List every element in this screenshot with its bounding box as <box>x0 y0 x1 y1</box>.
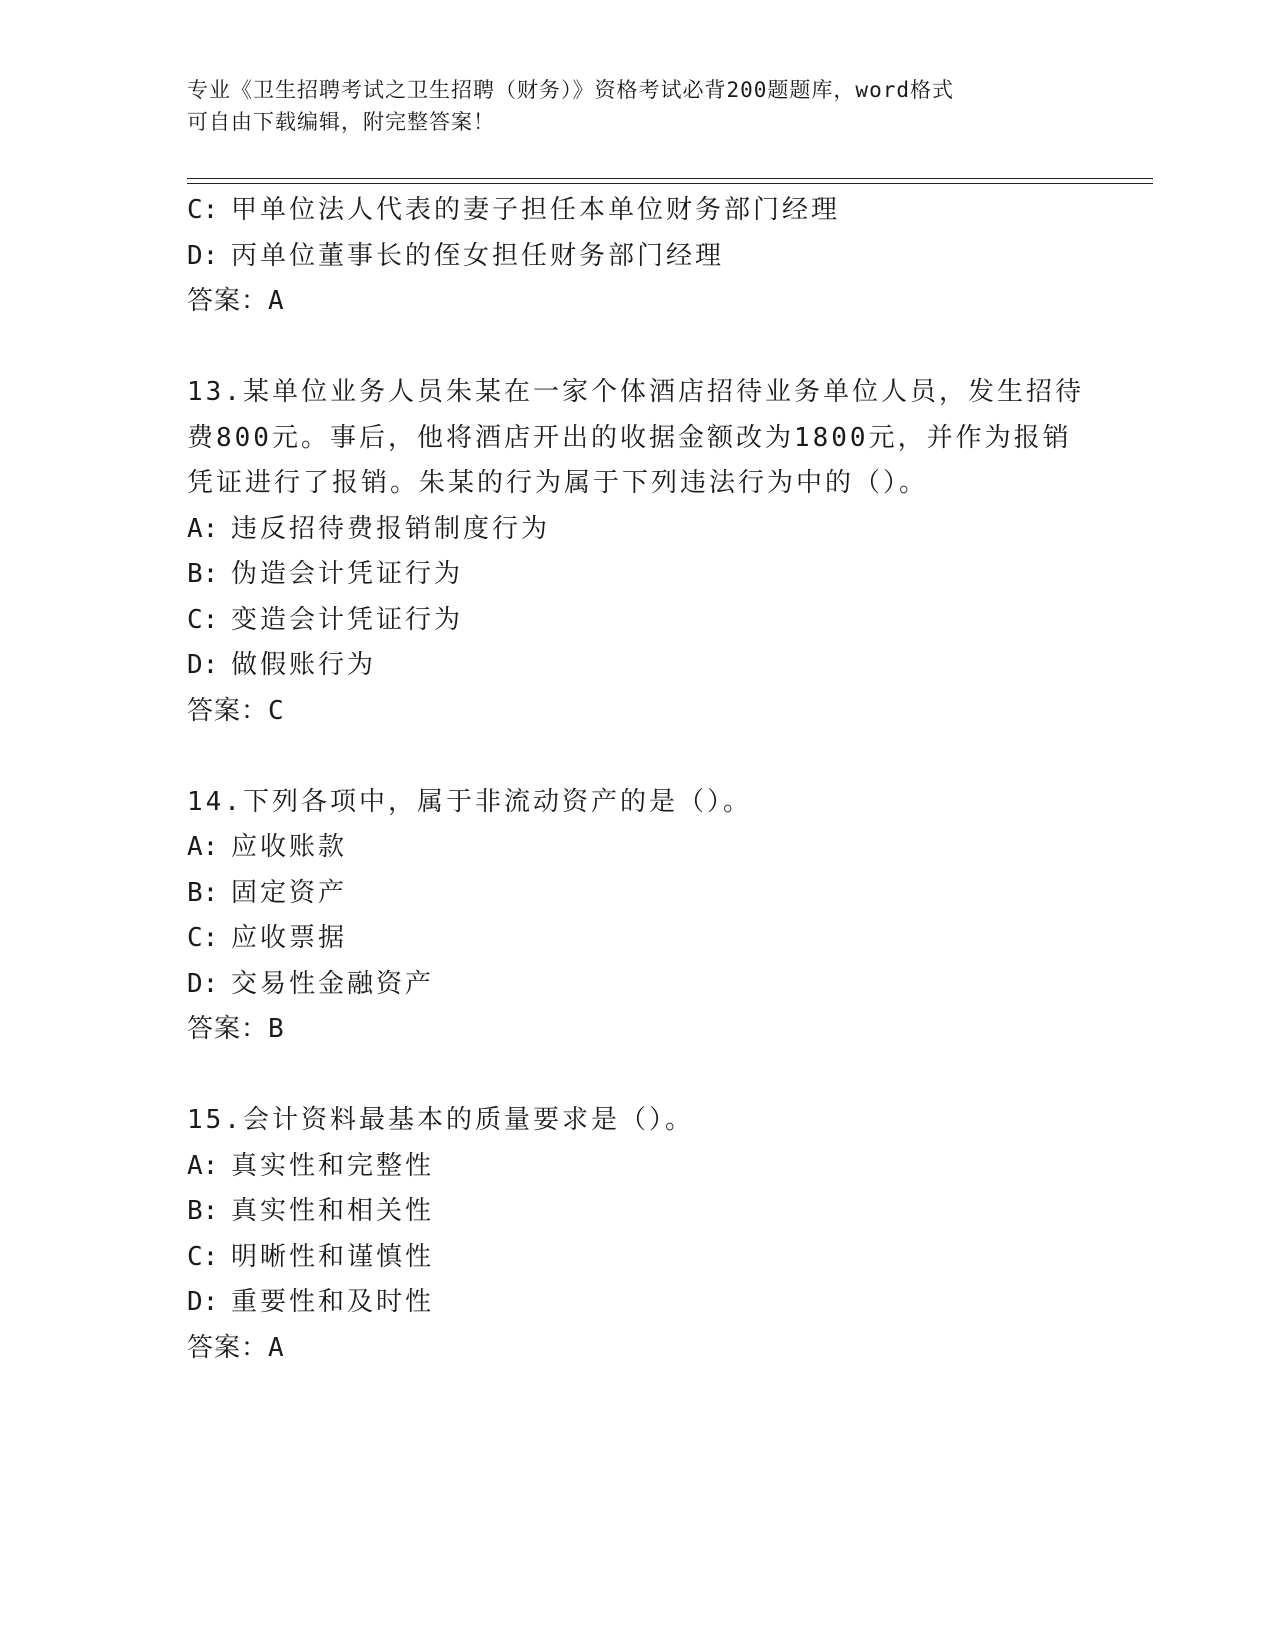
option-c <box>187 1235 1087 1281</box>
spacer <box>187 1053 1087 1099</box>
header-line-1: 专业《卫生招聘考试之卫生招聘（财务）》资格考试必背200题题库，word格式 <box>187 78 954 102</box>
option-b <box>187 871 1087 917</box>
header-divider-bottom <box>187 183 1153 184</box>
option-key: B: <box>187 877 219 908</box>
option-text: 明晰性和谨慎性 <box>231 1241 435 1272</box>
question-15 <box>187 1098 1087 1371</box>
option-d <box>187 643 1087 689</box>
option-text: 变造会计凭证行为 <box>231 604 464 635</box>
question-list <box>187 188 1087 1371</box>
option-text: 伪造会计凭证行为 <box>231 559 464 589</box>
option-key: D: <box>187 650 219 680</box>
option-key: C: <box>187 1241 219 1272</box>
question-continued <box>187 188 1087 325</box>
option-key: A: <box>187 1150 219 1181</box>
option-b <box>187 1189 1087 1235</box>
option-c <box>187 916 1087 962</box>
option-key: D: <box>187 1287 219 1317</box>
option-key: A: <box>187 832 219 862</box>
option-a <box>187 507 1087 553</box>
answer-line: 答案：C <box>187 695 285 726</box>
option-key: C: <box>187 195 219 225</box>
option-text: 应收票据 <box>231 923 348 953</box>
document-header <box>187 74 1067 138</box>
option-key: C: <box>187 923 219 953</box>
option-text: 应收账款 <box>231 832 348 862</box>
option-d <box>187 1280 1087 1326</box>
option-text: 真实性和完整性 <box>231 1150 435 1181</box>
option-key: A: <box>187 513 219 544</box>
option-text: 交易性金融资产 <box>231 968 435 999</box>
option-text: 甲单位法人代表的妻子担任本单位财务部门经理 <box>231 195 841 225</box>
option-text: 丙单位董事长的侄女担任财务部门经理 <box>231 240 725 271</box>
header-divider-top <box>187 178 1153 179</box>
option-text: 真实性和相关性 <box>231 1196 435 1226</box>
option-key: B: <box>187 559 219 589</box>
option-text: 重要性和及时性 <box>231 1287 435 1317</box>
question-stem-line: 费800元。事后，他将酒店开出的收据金额改为1800元，并作为报销 <box>187 422 1072 453</box>
option-key: B: <box>187 1196 219 1226</box>
option-d <box>187 962 1087 1008</box>
option-text: 固定资产 <box>231 877 348 908</box>
question-13 <box>187 370 1087 734</box>
answer-line: 答案：B <box>187 1014 285 1044</box>
option-d <box>187 234 1087 280</box>
spacer <box>187 325 1087 371</box>
option-text: 做假账行为 <box>231 650 377 680</box>
option-key: C: <box>187 604 219 635</box>
question-stem-line: 15.会计资料最基本的质量要求是（）。 <box>187 1105 694 1135</box>
question-stem-line: 14.下列各项中，属于非流动资产的是（）。 <box>187 786 752 817</box>
header-line-2: 可自由下载编辑，附完整答案！ <box>187 110 495 134</box>
option-b <box>187 552 1087 598</box>
question-14 <box>187 780 1087 1053</box>
option-a <box>187 825 1087 871</box>
option-c <box>187 188 1087 234</box>
option-a <box>187 1144 1087 1190</box>
spacer <box>187 734 1087 780</box>
answer-line: 答案：A <box>187 1332 285 1363</box>
answer-line: 答案：A <box>187 286 285 316</box>
option-key: D: <box>187 240 219 271</box>
question-stem-line: 凭证进行了报销。朱某的行为属于下列违法行为中的（）。 <box>187 468 929 498</box>
option-text: 违反招待费报销制度行为 <box>231 513 551 544</box>
option-key: D: <box>187 968 219 999</box>
question-stem-line: 13.某单位业务人员朱某在一家个体酒店招待业务单位人员，发生招待 <box>187 377 1084 407</box>
option-c <box>187 598 1087 644</box>
